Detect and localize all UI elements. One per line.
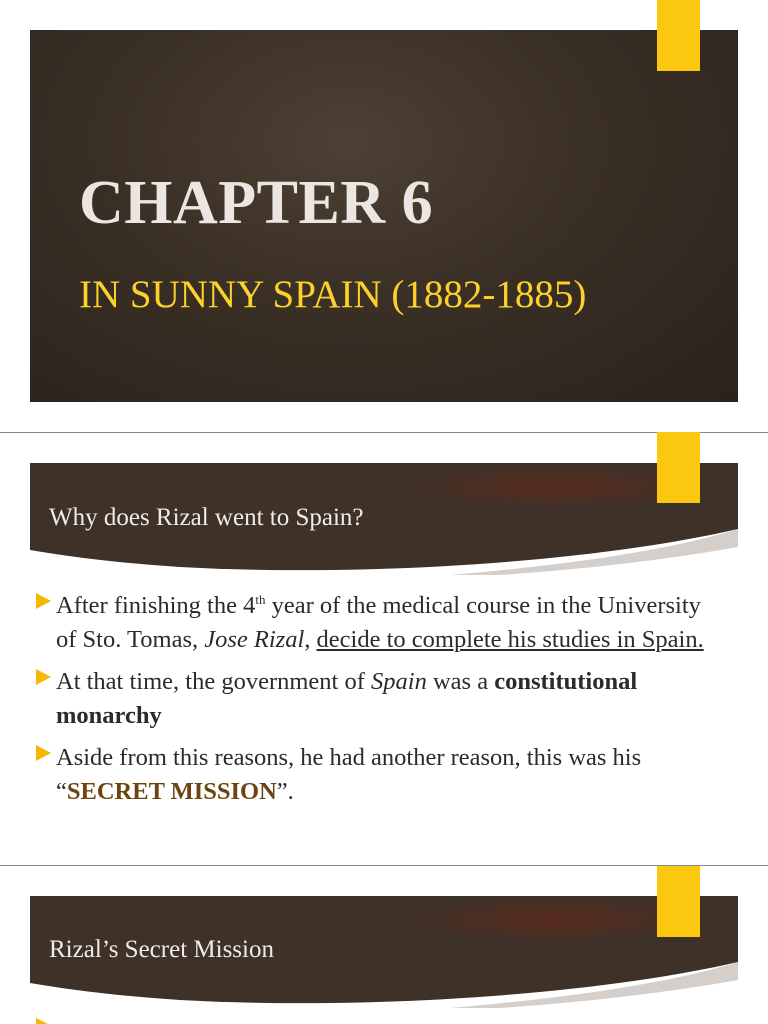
slide3-heading: Rizal’s Secret Mission (49, 936, 274, 963)
bullet3-highlight: SECRET MISSION (66, 778, 277, 805)
bullet-item (34, 589, 724, 657)
slide3-gold-tab (657, 866, 700, 937)
bullet2-bold: constitutional monarchy (56, 668, 638, 729)
slide2-heading: Why does Rizal went to Spain? (49, 504, 364, 531)
slide-separator-2 (0, 865, 768, 866)
bullet-arrow-icon (36, 745, 51, 761)
bullet-item (34, 665, 724, 733)
slide-separator-1 (0, 432, 768, 433)
bullet-arrow-icon (36, 1018, 48, 1024)
bullet1-superscript: th (255, 591, 266, 607)
bullet3-text: Aside from this reasons, he had another reason, this was his “ (56, 744, 642, 805)
bullet1-name: Jose Rizal (204, 626, 305, 653)
bullet2-text: At that time, the government of (56, 668, 372, 695)
bullet-item (34, 741, 724, 809)
slide1-gold-tab (657, 0, 700, 71)
bullet1-underlined: decide to complete his studies in Spain. (316, 626, 704, 653)
bullet-arrow-icon (36, 593, 51, 609)
slide2-bullet-list (34, 589, 724, 817)
bullet-arrow-icon (36, 669, 51, 685)
slide2-gold-tab (657, 432, 700, 503)
bullet3-text-end: ”. (276, 778, 294, 805)
bullet2-text-cont: was a (426, 668, 495, 695)
chapter-subtitle: IN SUNNY SPAIN (1882-1885) (79, 273, 587, 316)
chapter-title: CHAPTER 6 (79, 169, 434, 237)
bullet2-italic: Spain (371, 668, 427, 695)
bullet1-text-cont: year of the medical course in the University of Sto. Tomas, (56, 592, 701, 653)
bullet1-comma: , (304, 626, 317, 653)
bullet1-text: After finishing the 4 (56, 592, 256, 619)
